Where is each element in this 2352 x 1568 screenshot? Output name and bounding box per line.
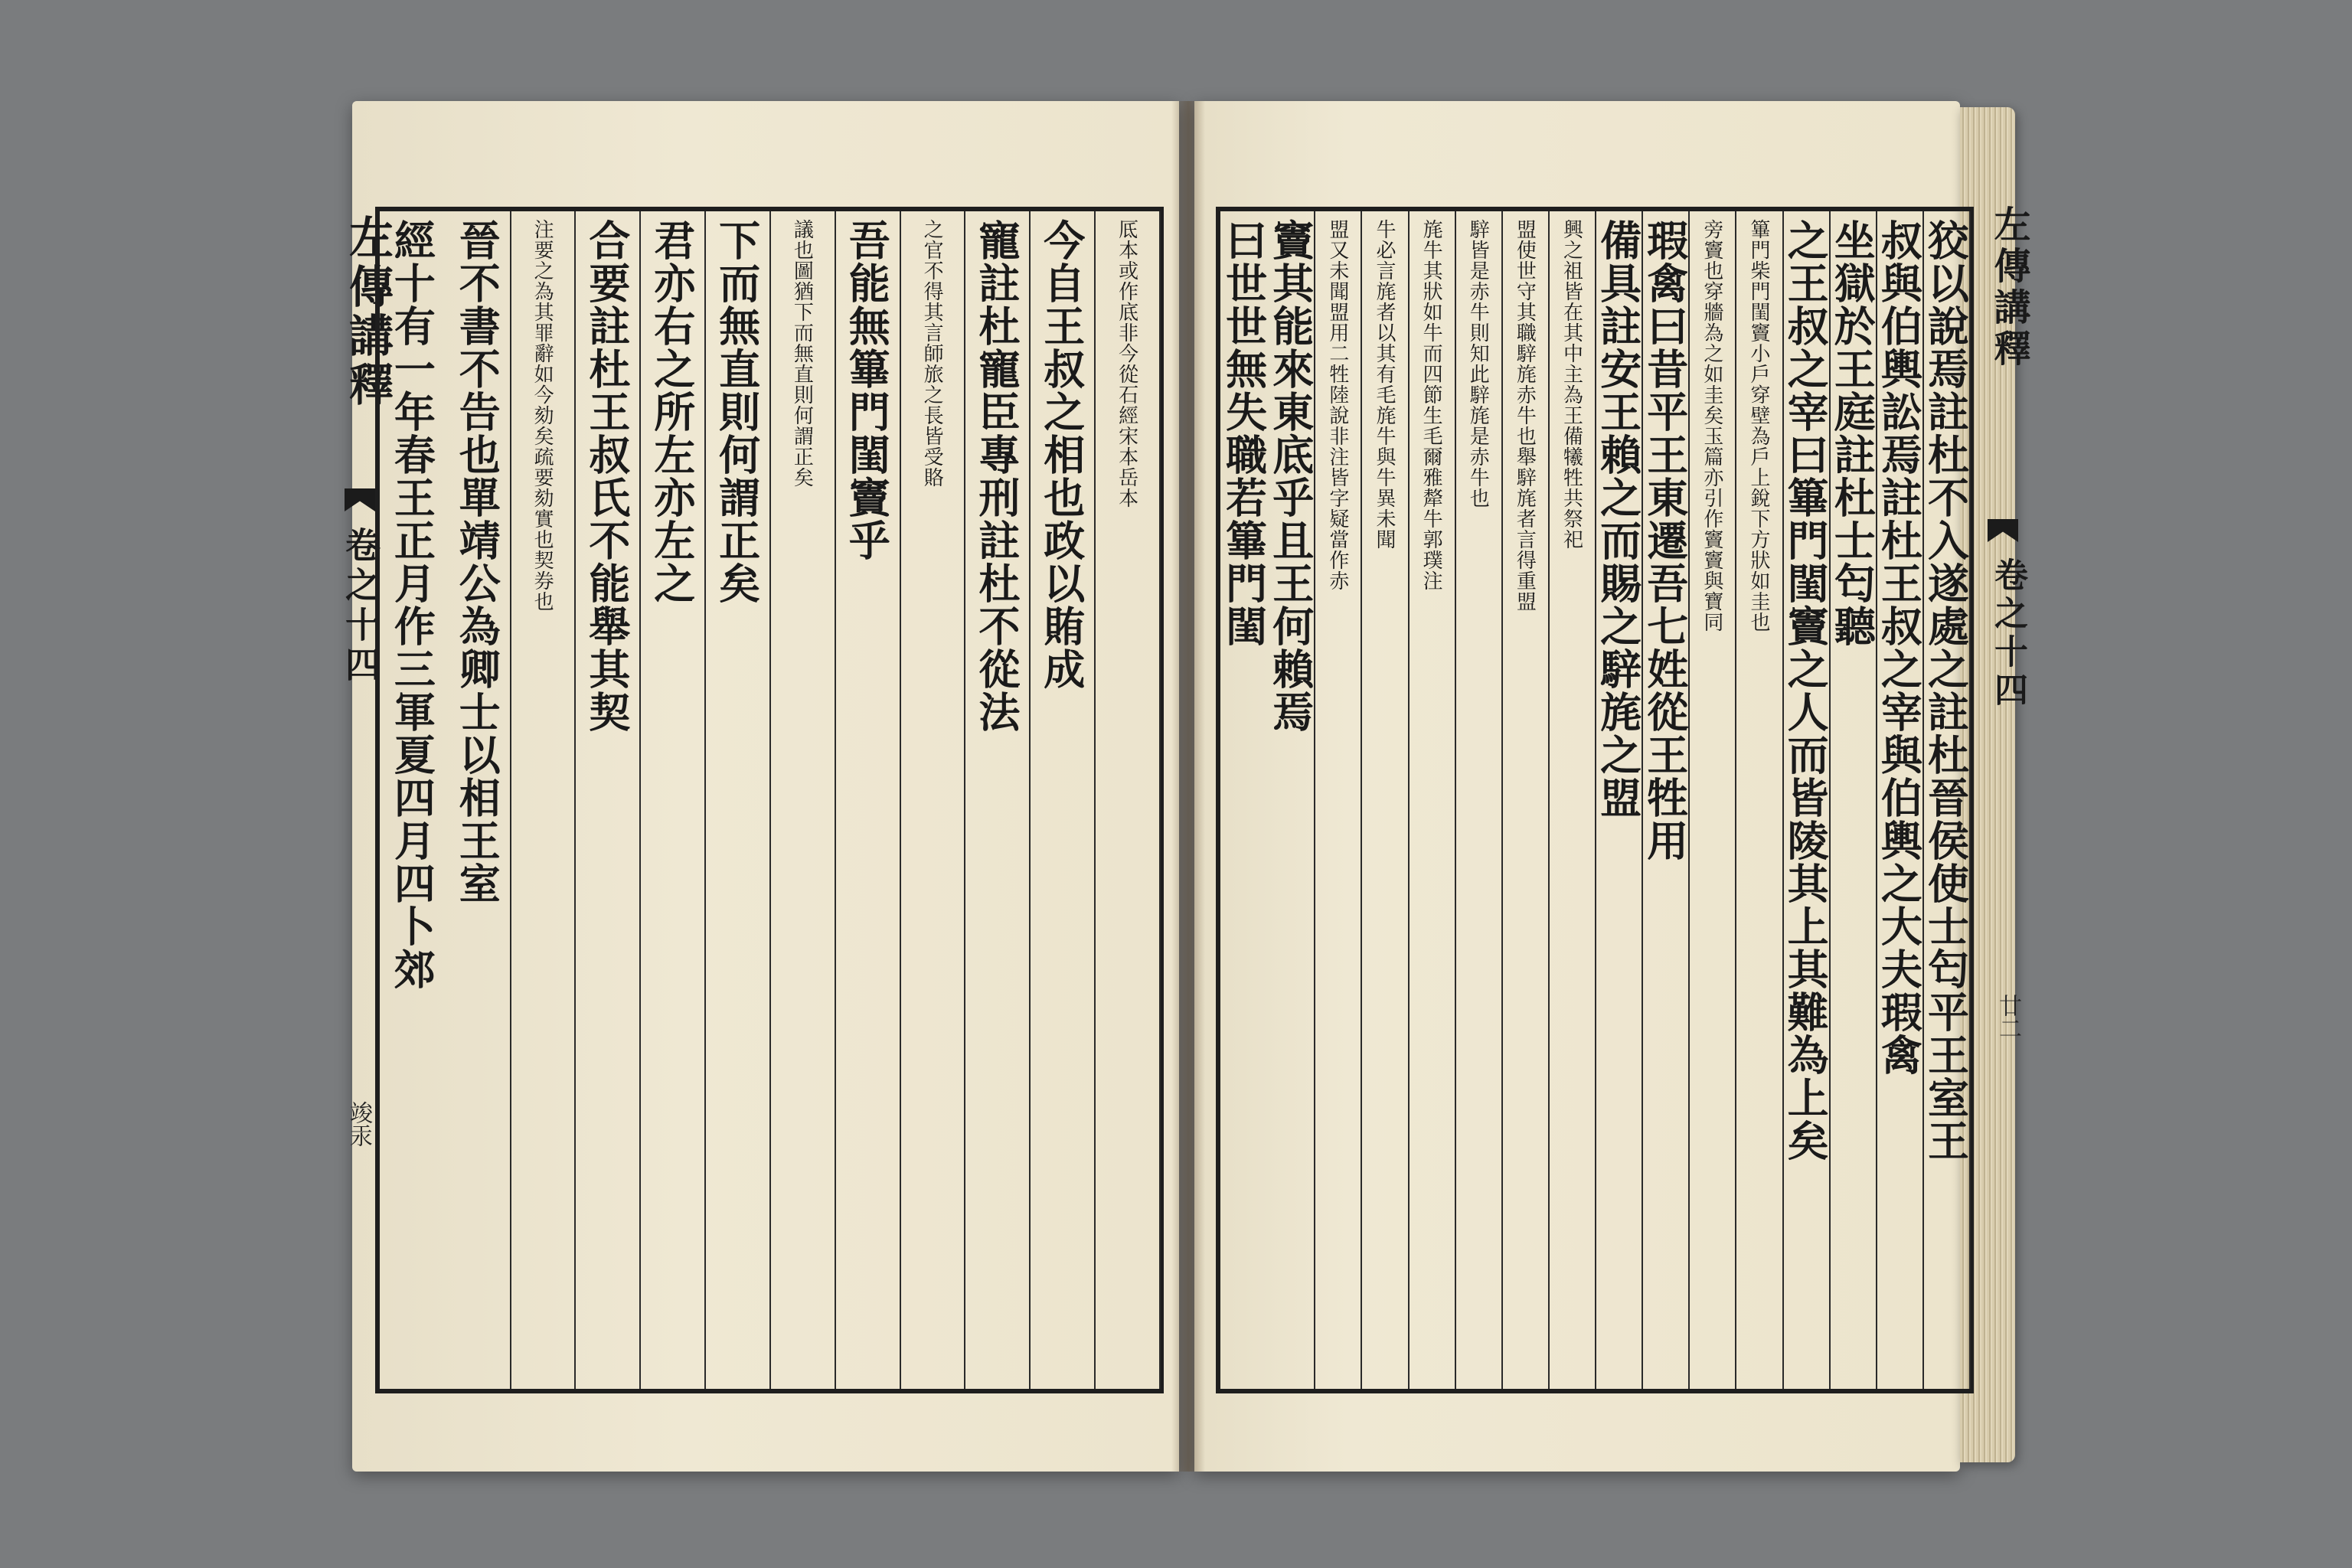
left-column [1094,211,1161,1389]
right-column [1314,211,1362,1389]
left-column-text: 之官不得其言師旅之長皆受賂 [920,219,944,488]
left-column-text: 今自王叔之相也政以賄成 [1037,219,1086,691]
left-column-text: 合要註杜王叔氏不能舉其契 [582,219,632,733]
left-column [380,211,445,1389]
left-column-text: 君亦右之所左亦左之 [647,219,697,605]
left-text-block [375,207,1164,1393]
right-column-text: 旁竇也穿牆為之如圭矣玉篇亦引作竇竇與寶同 [1700,219,1723,632]
left-column [445,211,511,1389]
right-column [1267,211,1315,1389]
right-column [1501,211,1550,1389]
right-column [1922,211,1971,1389]
left-column-text: 注要之為其罪辭如今劾矣疏要劾實也契券也 [531,219,554,612]
left-column-text: 經十有一年春王正月作三軍夏四月四卜郊 [387,219,437,991]
left-column [769,211,836,1389]
left-column [835,211,901,1389]
right-column-text: 篳門柴門閨竇小戶穿壁為戶上銳下方狀如圭也 [1746,219,1770,632]
right-text-block [1216,207,1974,1393]
right-column-text: 旄牛其狀如牛而四節生毛爾雅犛牛郭璞注 [1419,219,1443,591]
right-column-text: 牛必言旄者以其有毛旄牛與牛異未聞 [1372,219,1396,550]
right-margin-title: 左傳講釋 [1988,205,2030,371]
left-column [639,211,706,1389]
right-folio: 廿二 [1994,994,2021,1040]
left-column-text: 晉不書不告也單靖公為卿士以相王室 [452,219,502,905]
right-column-text: 曰世世無失職若篳門閨 [1219,219,1269,648]
right-column-text: 騂皆是赤牛則知此騂旄是赤牛也 [1466,219,1490,508]
left-margin-volume: 卷之十四 [340,527,381,686]
right-column-text: 之王叔之宰曰篳門閨竇之人而皆陵其上其難為上矣 [1781,219,1831,1162]
right-column [1361,211,1409,1389]
right-column-text: 狡以說焉註杜不入遂處之註杜晉侯使士匄平王室王 [1921,219,1971,1162]
left-column [900,211,966,1389]
right-column-text: 興之祖皆在其中主為王備犧牲共祭祀 [1560,219,1583,550]
right-column [1829,211,1877,1389]
left-column [575,211,642,1389]
right-margin-volume: 卷之十四 [1988,557,2027,710]
left-column [704,211,771,1389]
right-column-text: 備具註安王賴之而賜之騂旄之盟 [1593,219,1643,819]
right-column-text: 竇其能來東底乎且王何賴焉 [1266,219,1315,733]
right-column [1595,211,1643,1389]
right-column-text: 盟又未聞盟用二牲陸說非注皆字疑當作赤 [1325,219,1349,591]
right-column [1876,211,1924,1389]
right-column [1548,211,1596,1389]
left-column-text: 寵註杜寵臣專刑註杜不從法 [972,219,1021,733]
left-column-text: 吾能無篳門閨竇乎 [842,219,892,562]
left-column [965,211,1031,1389]
right-column [1220,211,1267,1389]
left-column-text: 下而無直則何謂正矣 [712,219,762,605]
left-folio: 竣汞 [345,1101,372,1147]
right-column [1735,211,1783,1389]
left-margin-title: 左傳講釋 [341,214,394,410]
open-book [337,90,2052,1484]
right-column-text: 坐獄於王庭註杜士匄聽 [1828,219,1877,648]
left-column [510,211,577,1389]
right-column-text: 瑕禽曰昔平王東遷吾七姓從王牲用 [1640,219,1690,862]
book-gutter [1171,101,1205,1472]
right-column [1642,211,1690,1389]
right-column-text: 叔與伯輿訟焉註杜王叔之宰與伯輿之大夫瑕禽 [1874,219,1924,1076]
left-column [1029,211,1096,1389]
right-column [1782,211,1831,1389]
right-column [1455,211,1503,1389]
left-column-text: 厎本或作底非今從石經宋本岳本 [1115,219,1138,508]
right-column [1688,211,1736,1389]
right-column [1408,211,1456,1389]
left-column-text: 議也圖猶下而無直則何謂正矣 [790,219,814,488]
right-column-text: 盟使世守其職騂旄赤牛也舉騂旄者言得重盟 [1513,219,1537,612]
